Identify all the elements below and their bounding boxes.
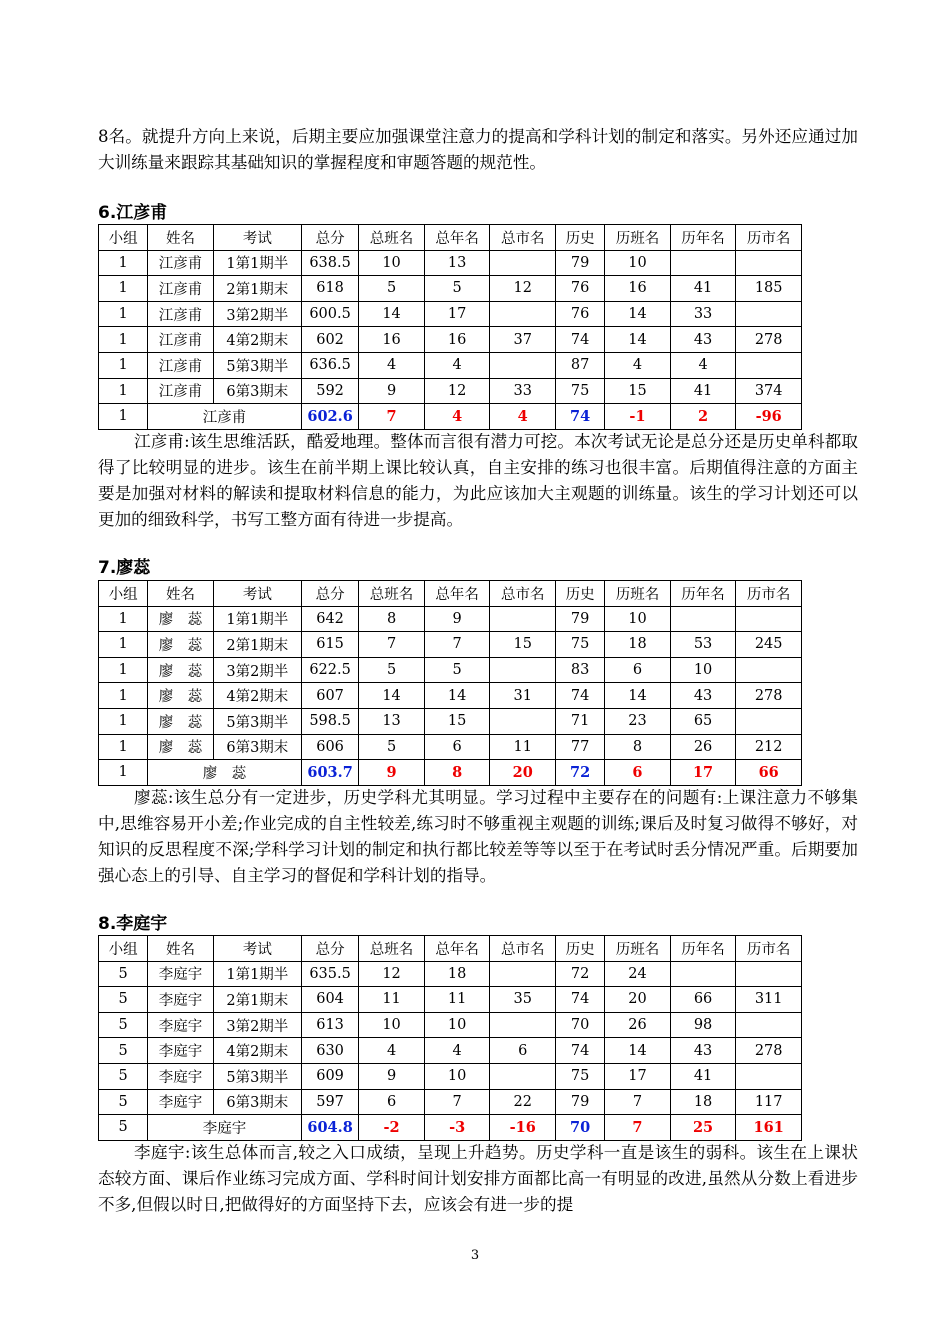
table-cell — [736, 250, 802, 276]
table-cell: 98 — [670, 1012, 736, 1038]
column-header: 历班名 — [605, 225, 671, 251]
table-cell: 6 — [359, 1089, 425, 1115]
summary-history: 74 — [556, 404, 605, 430]
table-cell: 41 — [670, 378, 736, 404]
table-cell: 638.5 — [301, 250, 358, 276]
table-cell: 14 — [605, 327, 671, 353]
score-table — [98, 580, 802, 786]
table-cell — [736, 961, 802, 987]
table-cell: 18 — [670, 1089, 736, 1115]
table-cell: 72 — [556, 961, 605, 987]
column-header: 历市名 — [736, 225, 802, 251]
student-comment: 李庭宇:该生总体而言,较之入口成绩，呈现上升趋势。历史学科一直是该生的弱科。该生在上课状态较方面、课后作业练习完成方面、学科时间计划安排方面都比高一有明显的改进,虽然从分数上看进步不多,但假以时日,把做得好的方面坚持下去，应该会有进一步的提 — [98, 1143, 858, 1214]
table-cell: 75 — [556, 632, 605, 658]
table-cell: 75 — [556, 1063, 605, 1089]
table-cell: 17 — [424, 301, 490, 327]
table-cell: 33 — [490, 378, 556, 404]
table-cell: 26 — [670, 734, 736, 760]
table-cell: 10 — [605, 250, 671, 276]
table-cell: 8 — [359, 606, 425, 632]
table-cell: 6第3期末 — [213, 734, 301, 760]
table-cell: 7 — [424, 632, 490, 658]
table-cell: 22 — [490, 1089, 556, 1115]
table-cell: 14 — [605, 1038, 671, 1064]
table-cell: 9 — [359, 378, 425, 404]
table-cell: 4 — [424, 1038, 490, 1064]
table-cell: 7 — [605, 1089, 671, 1115]
column-header: 总年名 — [424, 936, 490, 962]
table-cell: 636.5 — [301, 352, 358, 378]
table-cell: 77 — [556, 734, 605, 760]
table-cell — [736, 1012, 802, 1038]
summary-row — [99, 1115, 802, 1141]
table-cell: 1第1期半 — [213, 250, 301, 276]
table-cell: 5 — [359, 734, 425, 760]
summary-history: 72 — [556, 760, 605, 786]
table-cell: 1 — [99, 276, 148, 302]
column-header: 历班名 — [605, 936, 671, 962]
column-header: 考试 — [213, 225, 301, 251]
section-heading: 6.江彦甫 — [98, 203, 168, 223]
column-header: 总年名 — [424, 581, 490, 607]
table-cell: 廖 蕊 — [148, 683, 214, 709]
table-cell: 江彦甫 — [148, 327, 214, 353]
summary-total: 602.6 — [301, 404, 358, 430]
table-row — [99, 276, 802, 302]
column-header: 姓名 — [148, 936, 214, 962]
table-cell — [490, 301, 556, 327]
column-header: 总市名 — [490, 225, 556, 251]
table-cell: 13 — [424, 250, 490, 276]
table-cell: 江彦甫 — [148, 276, 214, 302]
table-cell: 31 — [490, 683, 556, 709]
table-cell: 278 — [736, 327, 802, 353]
table-cell: 廖 蕊 — [148, 606, 214, 632]
table-cell: 74 — [556, 987, 605, 1013]
table-cell: 43 — [670, 1038, 736, 1064]
table-cell: 江彦甫 — [148, 250, 214, 276]
table-cell: 18 — [424, 961, 490, 987]
table-cell: 3第2期半 — [213, 657, 301, 683]
column-header: 历市名 — [736, 581, 802, 607]
table-row — [99, 961, 802, 987]
table-cell: 4第2期末 — [213, 1038, 301, 1064]
table-cell: 13 — [359, 708, 425, 734]
table-cell: 5第3期半 — [213, 1063, 301, 1089]
column-header: 小组 — [99, 581, 148, 607]
table-cell: 245 — [736, 632, 802, 658]
table-cell: 1 — [99, 250, 148, 276]
table-cell — [736, 1063, 802, 1089]
table-cell: 600.5 — [301, 301, 358, 327]
column-header: 历市名 — [736, 936, 802, 962]
summary-class-rank: -2 — [359, 1115, 425, 1141]
table-cell: 70 — [556, 1012, 605, 1038]
column-header: 总分 — [301, 936, 358, 962]
table-cell: 642 — [301, 606, 358, 632]
table-cell — [736, 708, 802, 734]
table-cell: 592 — [301, 378, 358, 404]
column-header: 姓名 — [148, 581, 214, 607]
column-header: 历史 — [556, 581, 605, 607]
table-row — [99, 1038, 802, 1064]
summary-year-rank: 4 — [424, 404, 490, 430]
table-cell: 43 — [670, 327, 736, 353]
table-row — [99, 606, 802, 632]
score-table — [98, 935, 802, 1141]
table-cell: 4 — [359, 352, 425, 378]
table-cell: 廖 蕊 — [148, 708, 214, 734]
table-cell: 1 — [99, 352, 148, 378]
table-cell: 43 — [670, 683, 736, 709]
table-cell: 10 — [605, 606, 671, 632]
summary-row — [99, 404, 802, 430]
column-header: 历史 — [556, 936, 605, 962]
column-header: 历年名 — [670, 581, 736, 607]
table-cell: 607 — [301, 683, 358, 709]
table-cell: 5第3期半 — [213, 708, 301, 734]
table-cell — [736, 301, 802, 327]
table-cell: 635.5 — [301, 961, 358, 987]
table-cell — [490, 1012, 556, 1038]
table-cell: 4第2期末 — [213, 683, 301, 709]
table-cell: 11 — [424, 987, 490, 1013]
table-cell: 3第2期半 — [213, 1012, 301, 1038]
summary-year-rank: 8 — [424, 760, 490, 786]
table-cell: 10 — [424, 1063, 490, 1089]
table-cell: 622.5 — [301, 657, 358, 683]
table-row — [99, 1063, 802, 1089]
table-cell: 1第1期半 — [213, 606, 301, 632]
intro-paragraph: 8名。就提升方向上来说，后期主要应加强课堂注意力的提高和学科计划的制定和落实。另外还应通过加大训练量来跟踪其基础知识的掌握程度和审题答题的规范性。 — [98, 127, 858, 172]
table-cell: 8 — [605, 734, 671, 760]
table-cell: 5 — [99, 1038, 148, 1064]
table-cell: 75 — [556, 378, 605, 404]
table-cell: 5 — [359, 657, 425, 683]
table-cell: 83 — [556, 657, 605, 683]
summary-group: 5 — [99, 1115, 148, 1141]
column-header: 总班名 — [359, 936, 425, 962]
table-cell: 74 — [556, 1038, 605, 1064]
table-cell — [490, 961, 556, 987]
summary-hist-city: 161 — [736, 1115, 802, 1141]
table-cell: 12 — [490, 276, 556, 302]
table-cell — [670, 606, 736, 632]
table-cell: 615 — [301, 632, 358, 658]
table-cell: 76 — [556, 301, 605, 327]
summary-hist-year: 17 — [670, 760, 736, 786]
table-row — [99, 250, 802, 276]
table-row — [99, 683, 802, 709]
table-cell: 15 — [424, 708, 490, 734]
table-cell: 1 — [99, 683, 148, 709]
table-cell: 66 — [670, 987, 736, 1013]
table-cell: 廖 蕊 — [148, 632, 214, 658]
table-cell: 12 — [359, 961, 425, 987]
table-cell: 76 — [556, 276, 605, 302]
summary-name: 李庭宇 — [148, 1115, 302, 1141]
summary-hist-class: -1 — [605, 404, 671, 430]
table-cell: 618 — [301, 276, 358, 302]
table-cell: 15 — [605, 378, 671, 404]
column-header: 总班名 — [359, 581, 425, 607]
table-header-row — [99, 581, 802, 607]
table-row — [99, 327, 802, 353]
table-cell: 12 — [424, 378, 490, 404]
table-cell: 4 — [670, 352, 736, 378]
table-cell: 278 — [736, 683, 802, 709]
table-header-row — [99, 936, 802, 962]
table-cell: 74 — [556, 327, 605, 353]
section-heading: 7.廖蕊 — [98, 558, 151, 578]
column-header: 总分 — [301, 225, 358, 251]
summary-hist-class: 6 — [605, 760, 671, 786]
table-cell: 14 — [424, 683, 490, 709]
table-cell — [670, 250, 736, 276]
table-row — [99, 378, 802, 404]
summary-hist-city: -96 — [736, 404, 802, 430]
summary-hist-city: 66 — [736, 760, 802, 786]
table-cell: 630 — [301, 1038, 358, 1064]
column-header: 总班名 — [359, 225, 425, 251]
table-cell: 9 — [424, 606, 490, 632]
table-cell: 5第3期半 — [213, 352, 301, 378]
table-cell: 李庭宇 — [148, 1038, 214, 1064]
table-cell: 598.5 — [301, 708, 358, 734]
table-cell: 79 — [556, 250, 605, 276]
table-cell: 江彦甫 — [148, 352, 214, 378]
table-row — [99, 1012, 802, 1038]
table-cell — [736, 657, 802, 683]
table-cell — [490, 1063, 556, 1089]
column-header: 历班名 — [605, 581, 671, 607]
table-row — [99, 301, 802, 327]
summary-city-rank: 4 — [490, 404, 556, 430]
table-cell: 212 — [736, 734, 802, 760]
section-heading: 8.李庭宇 — [98, 914, 168, 934]
table-row — [99, 657, 802, 683]
table-cell — [670, 961, 736, 987]
table-cell: 26 — [605, 1012, 671, 1038]
table-cell: 65 — [670, 708, 736, 734]
table-cell: 廖 蕊 — [148, 657, 214, 683]
table-cell: 33 — [670, 301, 736, 327]
summary-group: 1 — [99, 404, 148, 430]
table-cell: 185 — [736, 276, 802, 302]
student-comment: 江彦甫:该生思维活跃，酷爱地理。整体而言很有潜力可挖。本次考试无论是总分还是历史单科都取得了比较明显的进步。该生在前半期上课比较认真，自主安排的练习也很丰富。后期值得注意的方面主要是加强对材料的解读和提取材料信息的能力，为此应该加大主观题的训练量。该生的学习计划还可以更加的细致科学，书写工整方面有待进一步提高。 — [98, 432, 858, 529]
summary-city-rank: 20 — [490, 760, 556, 786]
table-cell: 5 — [99, 1012, 148, 1038]
table-cell: 1第1期半 — [213, 961, 301, 987]
table-row — [99, 1089, 802, 1115]
column-header: 历年名 — [670, 936, 736, 962]
student-comment: 廖蕊:该生总分有一定进步，历史学科尤其明显。学习过程中主要存在的问题有:上课注意力不够集中,思维容易开小差;作业完成的自主性较差,练习时不够重视主观题的训练;课后及时复习做得不够好，对知识的反思程度不深;学科学习计划的制定和执行都比较差等等以至于在考试时丢分情况严重。后期要加强心态上的引导、自主学习的督促和学科计划的指导。 — [98, 788, 858, 885]
table-cell: 602 — [301, 327, 358, 353]
table-cell: 79 — [556, 1089, 605, 1115]
table-cell: 5 — [359, 276, 425, 302]
table-cell — [490, 606, 556, 632]
table-cell: 10 — [670, 657, 736, 683]
table-cell: 7 — [424, 1089, 490, 1115]
table-cell: 16 — [605, 276, 671, 302]
table-cell: 604 — [301, 987, 358, 1013]
column-header: 总分 — [301, 581, 358, 607]
table-cell: 4 — [605, 352, 671, 378]
table-cell: 4 — [359, 1038, 425, 1064]
table-row — [99, 734, 802, 760]
table-cell: 1 — [99, 378, 148, 404]
table-cell: 1 — [99, 606, 148, 632]
table-cell: 41 — [670, 276, 736, 302]
table-cell: 1 — [99, 327, 148, 353]
table-cell: 5 — [99, 987, 148, 1013]
summary-row — [99, 760, 802, 786]
table-cell: 87 — [556, 352, 605, 378]
page-number: 3 — [470, 1248, 480, 1263]
table-cell: 5 — [99, 1063, 148, 1089]
table-cell: 16 — [359, 327, 425, 353]
table-cell: 74 — [556, 683, 605, 709]
table-cell — [490, 657, 556, 683]
table-cell: 6 — [424, 734, 490, 760]
table-cell: 278 — [736, 1038, 802, 1064]
column-header: 姓名 — [148, 225, 214, 251]
table-cell: 1 — [99, 301, 148, 327]
table-cell: 江彦甫 — [148, 301, 214, 327]
table-cell: 1 — [99, 708, 148, 734]
table-cell: 6 — [490, 1038, 556, 1064]
table-row — [99, 632, 802, 658]
table-row — [99, 708, 802, 734]
table-cell: 17 — [605, 1063, 671, 1089]
summary-hist-year: 25 — [670, 1115, 736, 1141]
table-cell: 37 — [490, 327, 556, 353]
column-header: 小组 — [99, 936, 148, 962]
table-cell: 李庭宇 — [148, 987, 214, 1013]
column-header: 总年名 — [424, 225, 490, 251]
table-row — [99, 352, 802, 378]
table-cell: 1 — [99, 657, 148, 683]
table-cell: 5 — [424, 657, 490, 683]
table-cell: 2第1期末 — [213, 987, 301, 1013]
table-cell: 3第2期半 — [213, 301, 301, 327]
table-cell: 14 — [359, 301, 425, 327]
summary-hist-year: 2 — [670, 404, 736, 430]
column-header: 历史 — [556, 225, 605, 251]
summary-history: 70 — [556, 1115, 605, 1141]
summary-name: 江彦甫 — [148, 404, 302, 430]
summary-name: 廖 蕊 — [148, 760, 302, 786]
column-header: 小组 — [99, 225, 148, 251]
summary-total: 604.8 — [301, 1115, 358, 1141]
table-cell: 117 — [736, 1089, 802, 1115]
column-header: 总市名 — [490, 581, 556, 607]
table-cell — [490, 250, 556, 276]
table-cell: 14 — [359, 683, 425, 709]
table-cell: 14 — [605, 683, 671, 709]
table-cell — [736, 606, 802, 632]
table-cell: 23 — [605, 708, 671, 734]
table-cell: 597 — [301, 1089, 358, 1115]
table-cell: 79 — [556, 606, 605, 632]
table-cell: 35 — [490, 987, 556, 1013]
summary-hist-class: 7 — [605, 1115, 671, 1141]
table-cell — [736, 352, 802, 378]
column-header: 总市名 — [490, 936, 556, 962]
table-cell: 1 — [99, 734, 148, 760]
summary-group: 1 — [99, 760, 148, 786]
summary-class-rank: 7 — [359, 404, 425, 430]
table-cell: 4 — [424, 352, 490, 378]
summary-year-rank: -3 — [424, 1115, 490, 1141]
column-header: 考试 — [213, 581, 301, 607]
table-cell: 李庭宇 — [148, 1063, 214, 1089]
table-cell: 1 — [99, 632, 148, 658]
table-cell: 609 — [301, 1063, 358, 1089]
table-cell: 6第3期末 — [213, 378, 301, 404]
score-table — [98, 224, 802, 430]
table-cell: 李庭宇 — [148, 961, 214, 987]
table-cell — [490, 708, 556, 734]
summary-city-rank: -16 — [490, 1115, 556, 1141]
table-cell: 9 — [359, 1063, 425, 1089]
table-cell: 18 — [605, 632, 671, 658]
table-cell: 廖 蕊 — [148, 734, 214, 760]
table-cell: 7 — [359, 632, 425, 658]
table-cell: 2第1期末 — [213, 632, 301, 658]
table-cell: 10 — [359, 250, 425, 276]
table-cell: 2第1期末 — [213, 276, 301, 302]
table-cell: 6第3期末 — [213, 1089, 301, 1115]
table-cell: 李庭宇 — [148, 1089, 214, 1115]
summary-total: 603.7 — [301, 760, 358, 786]
table-cell: 李庭宇 — [148, 1012, 214, 1038]
table-cell: 5 — [424, 276, 490, 302]
column-header: 考试 — [213, 936, 301, 962]
table-cell: 11 — [359, 987, 425, 1013]
table-header-row — [99, 225, 802, 251]
table-cell — [490, 352, 556, 378]
table-cell: 江彦甫 — [148, 378, 214, 404]
table-cell: 11 — [490, 734, 556, 760]
table-cell: 53 — [670, 632, 736, 658]
table-cell: 6 — [605, 657, 671, 683]
table-cell: 24 — [605, 961, 671, 987]
table-cell: 4第2期末 — [213, 327, 301, 353]
table-cell: 20 — [605, 987, 671, 1013]
table-cell: 16 — [424, 327, 490, 353]
table-cell: 10 — [424, 1012, 490, 1038]
summary-class-rank: 9 — [359, 760, 425, 786]
table-cell: 14 — [605, 301, 671, 327]
table-row — [99, 987, 802, 1013]
table-cell: 5 — [99, 1089, 148, 1115]
table-cell: 374 — [736, 378, 802, 404]
column-header: 历年名 — [670, 225, 736, 251]
table-cell: 606 — [301, 734, 358, 760]
table-cell: 15 — [490, 632, 556, 658]
table-cell: 613 — [301, 1012, 358, 1038]
table-cell: 5 — [99, 961, 148, 987]
table-cell: 41 — [670, 1063, 736, 1089]
table-cell: 10 — [359, 1012, 425, 1038]
table-cell: 311 — [736, 987, 802, 1013]
table-cell: 71 — [556, 708, 605, 734]
